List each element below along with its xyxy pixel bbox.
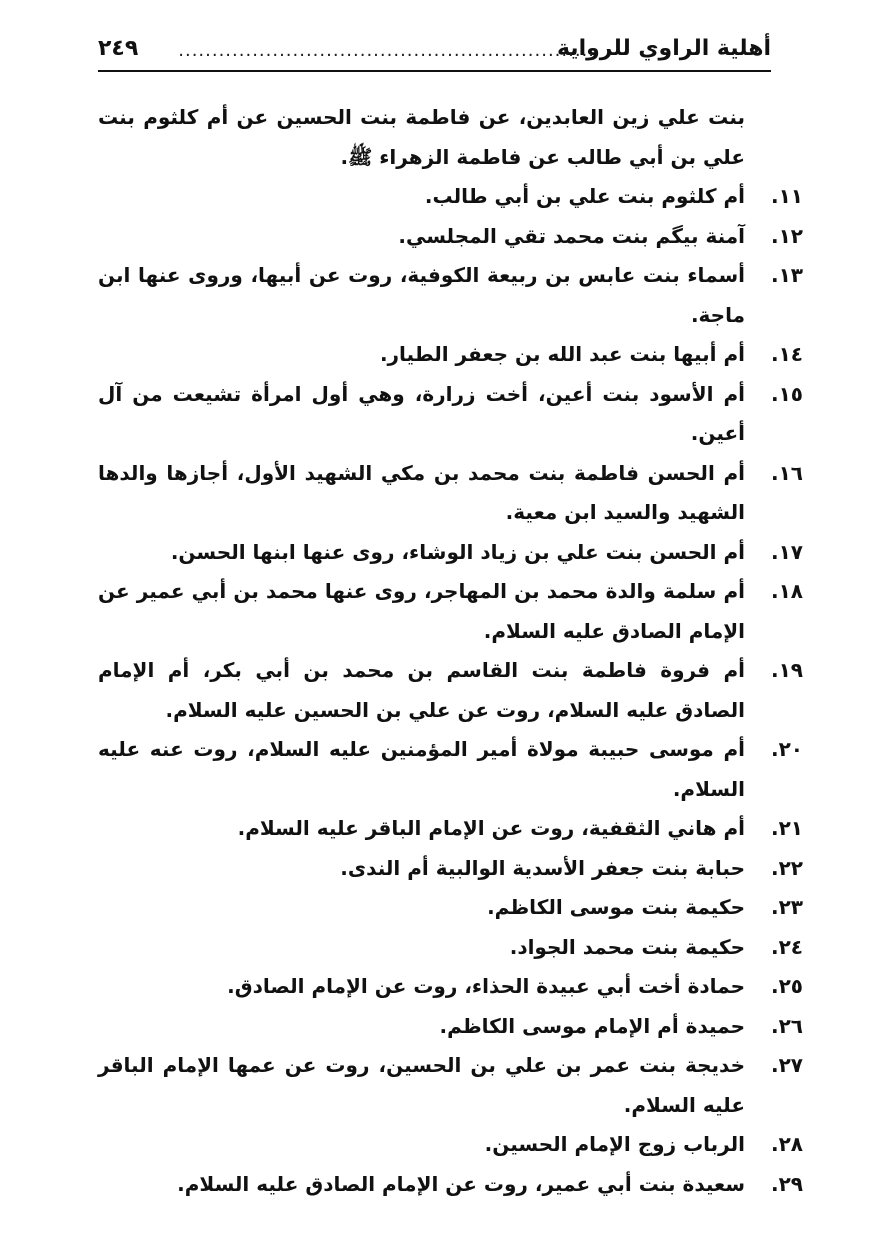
- list-item: [98, 809, 803, 849]
- item-text: أم أبيها بنت عبد الله بن جعفر الطيار.: [379, 342, 745, 366]
- item-text: أم موسى حبيبة مولاة أمير المؤمنين عليه السلام، روت عنه عليه السلام.: [98, 737, 745, 801]
- item-text: أم الحسن فاطمة بنت محمد بن مكي الشهيد الأول، أجازها والدها الشهيد والسيد ابن معية.: [98, 460, 745, 524]
- item-number: ٢٤.: [770, 934, 803, 959]
- list-item: [98, 256, 803, 335]
- list-item: [98, 651, 803, 730]
- item-text: حمادة أخت أبي عبيدة الحذاء، روت عن الإمام الصادق.: [227, 974, 745, 998]
- list-item: [98, 1046, 803, 1125]
- page-number: ٢٤٩: [98, 36, 139, 61]
- list-item: [98, 1007, 803, 1047]
- list-item: [98, 928, 803, 968]
- header-rule: [98, 70, 771, 72]
- item-number: ٢٧.: [770, 1053, 803, 1077]
- item-number: ٢٢.: [770, 855, 803, 880]
- item-text: حبابة بنت جعفر الأسدية الوالبية أم الندى.: [340, 855, 745, 880]
- list-item: [98, 730, 803, 809]
- item-number: ١١.: [770, 184, 803, 208]
- item-text: خديجة بنت عمر بن علي بن الحسين، روت عن عمها الإمام الباقر عليه السلام.: [98, 1053, 745, 1117]
- list-item: [98, 533, 803, 573]
- item-text: سعيدة بنت أبي عمير، روت عن الإمام الصادق عليه السلام.: [177, 1171, 745, 1196]
- list-item: [98, 849, 803, 889]
- item-number: ١٨.: [770, 579, 803, 603]
- item-text: أم فروة فاطمة بنت القاسم بن محمد بن أبي بكر، أم الإمام الصادق عليه السلام، روت عن علي بن الحسين عليه السلام.: [98, 658, 745, 722]
- list-item: [98, 1125, 803, 1165]
- item-number: ٢٦.: [770, 1013, 803, 1038]
- item-text: أم الأسود بنت أعين، أخت زرارة، وهي أول امرأة تشيعت من آل أعين.: [98, 381, 745, 445]
- item-text: أم سلمة والدة محمد بن المهاجر، روى عنها محمد بن أبي عمير عن الإمام الصادق عليه السلام.: [98, 579, 745, 643]
- item-text: حكيمة بنت موسى الكاظم.: [487, 895, 745, 919]
- list-item: [98, 177, 803, 217]
- list-item: [98, 217, 803, 257]
- item-number: ٢٥.: [770, 974, 803, 998]
- item-number: ٢٨.: [770, 1132, 803, 1156]
- main-text: [98, 98, 803, 1204]
- item-number: ١٩.: [770, 658, 803, 682]
- list-item: [98, 335, 803, 375]
- item-text: أم كلثوم بنت علي بن أبي طالب.: [424, 184, 745, 208]
- item-number: ١٣.: [770, 263, 803, 287]
- page-header: [98, 30, 771, 70]
- item-number: ١٧.: [770, 539, 803, 564]
- item-text: الرباب زوج الإمام الحسين.: [484, 1132, 745, 1156]
- list-item: [98, 1165, 803, 1205]
- intro-paragraph: بنت علي زين العابدين، عن فاطمة بنت الحسين عن أم كلثوم بنت علي بن أبي طالب عن فاطمة الزهراء ﷺ.: [98, 105, 745, 169]
- item-text: أم الحسن بنت علي بن زياد الوشاء، روى عنها ابنها الحسن.: [170, 539, 745, 564]
- item-number: ٢١.: [770, 816, 803, 840]
- list-item: [98, 888, 803, 928]
- item-number: ١٤.: [770, 342, 803, 366]
- list-item: [98, 572, 803, 651]
- item-text: حميدة أم الإمام موسى الكاظم.: [439, 1013, 745, 1038]
- item-text: حكيمة بنت محمد الجواد.: [509, 934, 745, 959]
- list-item: [98, 454, 803, 533]
- item-text: آمنة بيگم بنت محمد تقي المجلسي.: [398, 223, 745, 248]
- running-title: أهلية الراوي للرواية: [556, 36, 771, 61]
- item-number: ١٦.: [770, 460, 803, 485]
- leader-dots: ..............................................................: [178, 40, 595, 60]
- item-text: أم هاني الثقفية، روت عن الإمام الباقر عليه السلام.: [237, 816, 745, 840]
- list-item: [98, 375, 803, 454]
- list-item: [98, 967, 803, 1007]
- item-number: ٢٠.: [770, 737, 803, 761]
- item-number: ١٢.: [770, 223, 803, 248]
- item-number: ٢٩.: [770, 1171, 803, 1196]
- item-number: ١٥.: [770, 381, 803, 406]
- item-text: أسماء بنت عابس بن ربيعة الكوفية، روت عن أبيها، وروى عنها ابن ماجة.: [98, 263, 745, 327]
- item-number: ٢٣.: [770, 895, 803, 919]
